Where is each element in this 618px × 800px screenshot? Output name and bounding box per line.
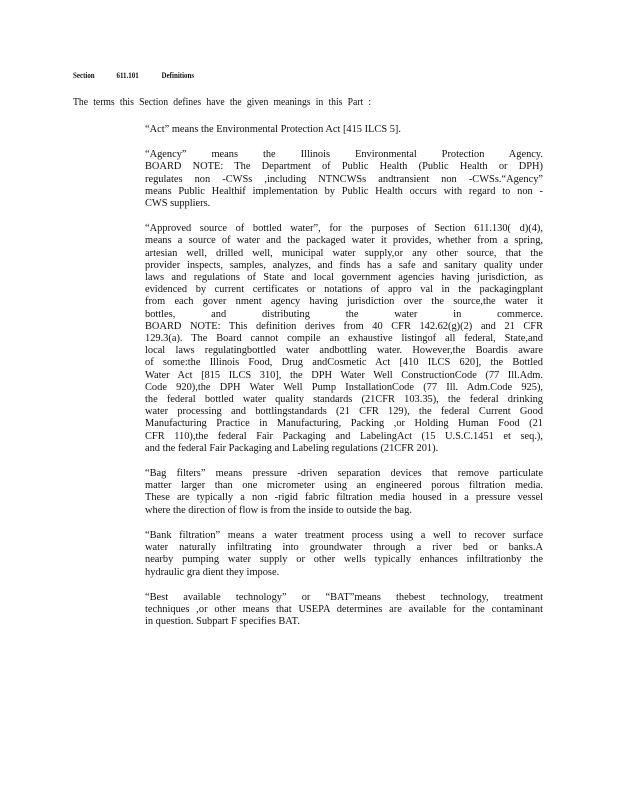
definition-line: regulates non -CWSs ,including NTNCWSs andtransient non -CWSs.“Agency” — [145, 173, 543, 185]
definition-line: BOARD NOTE: The Department of Public Health (Public Health or DPH) — [145, 161, 543, 173]
section-label: Section — [73, 70, 95, 80]
definition-line: 129.3(a). The Board cannot compile an exhaustive listingof all federal, State,and — [145, 333, 543, 345]
definition-line: water naturally infiltrating into groundwater through a river bed or banks.A — [145, 542, 543, 554]
definition-line: evidenced by current certificates or notations of appro val in the packagingplant — [145, 284, 543, 296]
definition-line: the federal bottled water quality standards (21CFR 103.35), the federal drinking — [145, 394, 543, 406]
definition-paragraph — [145, 530, 543, 579]
definition-paragraph — [145, 592, 543, 629]
definition-line: and the federal Fair Packaging and Labeling regulations (21CFR 201). — [145, 442, 439, 454]
definition-line: “Bag filters” means pressure -driven separation devices that remove particulate — [145, 468, 543, 480]
definition-line: “Act” means the Environmental Protection Act [415 ILCS 5]. — [145, 124, 401, 135]
definition-line: Water Act [815 ILCS 310], the DPH Water Well ConstructionCode (77 Ill.Adm. — [145, 369, 543, 381]
definition-line: laws and regulations of State and local government agencies having jurisdiction, as — [145, 272, 543, 284]
definition-line: provider inspects, samples, analyzes, and finds has a safe and sanitary quality under — [145, 259, 543, 271]
definition-line: from each gover nment agency having jurisdiction over the source,the water it — [145, 296, 543, 308]
definition-line: of some:the Illinois Food, Drug andCosmetic Act [410 ILCS 620], the Bottled — [145, 357, 543, 369]
definition-line: hydraulic gra dient they impose. — [145, 566, 280, 578]
section-title: Definitions — [161, 70, 195, 80]
definition-line: means Public Healthif implementation by Public Health occurs with regard to non - — [145, 185, 543, 197]
definition-line: “Best available technology” or “BAT”means thebest technology, treatment — [145, 591, 543, 603]
definition-line: water processing and bottlingstandards (21 CFR 129), the federal Current Good — [145, 406, 543, 418]
definition-paragraph — [145, 223, 543, 455]
definition-line: means a source of water and the packaged water it provides, whether from a spring, — [145, 235, 543, 247]
intro-sentence: The terms this Section defines have the given meanings in this Part : — [73, 97, 372, 108]
section-heading — [73, 70, 194, 80]
definition-line: local laws regulatingbottled water andbottling water. However,the Boardis aware — [145, 345, 543, 357]
section-number: 611.101 — [116, 70, 139, 80]
definition-line: Code 920),the DPH Water Well Pump InstallationCode (77 Ill. Adm.Code 925), — [145, 381, 543, 393]
definition-line: matter larger than one micrometer using an engineered porous filtration media. — [145, 480, 543, 492]
definition-line: nearby pumping water supply or other wells typically enhances infiltrationby the — [145, 554, 543, 566]
definition-paragraph — [145, 149, 543, 210]
definition-line: “Bank filtration” means a water treatment process using a well to recover surface — [145, 529, 543, 541]
definition-paragraph — [145, 124, 543, 136]
definition-line: BOARD NOTE: This definition derives from 40 CFR 142.62(g)(2) and 21 CFR — [145, 320, 543, 332]
definition-line: CFR 110),the federal Fair Packaging and LabelingAct (15 U.S.C.1451 et seq.), — [145, 430, 543, 442]
definitions-list — [145, 124, 543, 641]
definition-line: where the direction of flow is from the inside to outside the bag. — [145, 504, 412, 516]
definition-line: CWS suppliers. — [145, 198, 211, 210]
definition-paragraph — [145, 468, 543, 517]
definition-line: bottles, and distributing the water in commerce. — [145, 308, 543, 320]
definition-line: techniques ,or other means that USEPA determines are available for the contaminant — [145, 603, 543, 615]
definition-line: These are typically a non -rigid fabric filtration media housed in a pressure vessel — [145, 492, 543, 504]
definition-line: “Approved source of bottled water”, for the purposes of Section 611.130( d)(4), — [145, 223, 543, 235]
definition-line: “Agency” means the Illinois Environmental Protection Agency. — [145, 149, 543, 161]
definition-line: Manufacturing Practice in Manufacturing, Packing ,or Holding Human Food (21 — [145, 418, 543, 430]
definition-line: artesian well, drilled well, municipal water supply,or any other source, that the — [145, 247, 543, 259]
definition-line: in question. Subpart F specifies BAT. — [145, 616, 300, 628]
